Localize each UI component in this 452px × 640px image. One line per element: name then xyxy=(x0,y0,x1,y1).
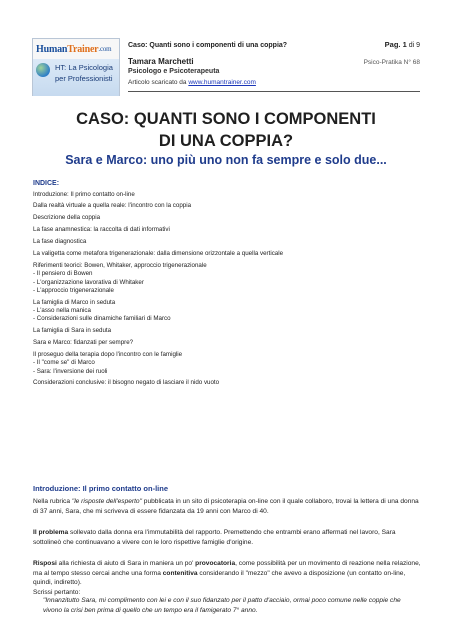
text-run: Scrissi pertanto: xyxy=(33,588,81,596)
text-run: , come possibilità per un movimento di reazione nella relazione, ma al tempo stesso cercai anche una forma xyxy=(33,560,421,577)
text-run: considerando il "mezzo" che avevo a disposizione (un contatto on-line, quindi, indiretto). xyxy=(33,569,406,587)
toc-item[interactable]: Riferimenti teorici: Bowen, Whitaker, approccio trigenerazionale xyxy=(33,261,207,269)
toc-subitem[interactable]: - L'approccio trigenerazionale xyxy=(33,286,114,294)
subtitle: Sara e Marco: uno più uno non fa sempre e solo due... xyxy=(65,153,387,167)
author-role: Psicologo e Psicoterapeuta xyxy=(128,68,220,75)
logo-tagline-line2: per Professionisti xyxy=(55,74,113,83)
toc-item[interactable]: La fase diagnostica xyxy=(33,238,87,246)
main-title-line2: DI UNA COPPIA? xyxy=(158,132,294,150)
intro-paragraph-1 xyxy=(33,497,421,516)
source-line xyxy=(128,79,256,86)
toc-item[interactable]: Il proseguo della terapia dopo l'incontro con le famiglie xyxy=(33,350,183,358)
table-of-contents xyxy=(33,180,421,388)
author-name: Tamara Marchetti xyxy=(128,57,194,66)
logo-human: Human xyxy=(36,43,68,55)
source-link[interactable]: www.humantrainer.com xyxy=(188,79,256,86)
page-total: di 9 xyxy=(406,42,420,49)
logo-banner xyxy=(33,59,119,96)
page-current: 1 xyxy=(402,40,407,49)
toc-item[interactable]: Descrizione della coppia xyxy=(33,214,101,222)
bold-run: contenitiva xyxy=(162,569,198,577)
logo-tagline-line1: HT: La Psicologia xyxy=(55,63,113,72)
toc-subitem[interactable]: - Sara: l'inversione dei ruoli xyxy=(33,367,108,375)
text-run: Nella rubrica xyxy=(33,498,72,505)
logo-wordmark xyxy=(33,39,119,59)
toc-heading: INDICE: xyxy=(33,180,60,187)
logo-dotcom: .com xyxy=(98,45,112,53)
intro-paragraph-2 xyxy=(33,528,421,547)
toc-subitem[interactable]: - Il pensiero di Bowen xyxy=(33,270,93,278)
text-run: alla richiesta di aiuto di Sara in maniera un po' xyxy=(56,560,196,567)
toc-item[interactable]: Introduzione: Il primo contatto on-line xyxy=(33,190,135,198)
toc-subitem[interactable]: - L'asso nella manica xyxy=(33,307,91,315)
header-divider xyxy=(128,91,420,92)
toc-item[interactable]: Considerazioni conclusive: il bisogno negato di lasciare il nido vuoto xyxy=(33,379,220,387)
toc-subitem[interactable]: - Il "come se" di Marco xyxy=(33,359,95,367)
main-title-line1: CASO: QUANTI SONO I COMPONENTI xyxy=(76,110,376,128)
toc-item[interactable]: La valigetta come metafora trigenerazionale: dalla dimensione orizzontale a quella verticale xyxy=(33,250,284,258)
issue-number: Psico-Pratika N° 68 xyxy=(363,59,420,66)
intro-paragraph-3 xyxy=(33,559,421,597)
toc-item[interactable]: Dalla realtà virtuale a quella reale: l'incontro con la coppia xyxy=(33,202,192,210)
text-run: sollevato dalla donna era l'immutabilità del rapporto. Premettendo che entrambi erano affermati nel lavoro, Sara sottolineò che continuavano a vivere con le loro rispettive famiglie d'origine. xyxy=(33,529,396,546)
logo-tagline xyxy=(55,62,113,84)
toc-item[interactable]: Sara e Marco: fidanzati per sempre? xyxy=(33,339,134,347)
page-label: Pag. xyxy=(384,40,403,49)
page-number xyxy=(385,40,420,49)
text-run: pubblicata in un sito di psicoterapia on-line con il quale collaboro, trovai la lettera di una donna di 37 anni, Sara, che mi scriveva di essere fidanzata da 19 anni con Marco di 40. xyxy=(33,498,419,515)
section-heading-intro: Introduzione: Il primo contatto on-line xyxy=(33,484,168,493)
logo-trainer: Trainer xyxy=(67,43,99,55)
bold-run: Il problema xyxy=(33,529,69,536)
source-prefix: Articolo scaricato da xyxy=(128,79,189,86)
page-header xyxy=(32,38,420,98)
humantrainer-logo[interactable] xyxy=(32,38,120,96)
rubric-name: "le risposte dell'esperto" xyxy=(71,498,142,505)
toc-subitem[interactable]: - L'organizzazione lavorativa di Whitaker xyxy=(33,278,144,286)
globe-icon xyxy=(36,63,50,77)
bold-run: Risposi xyxy=(33,560,57,567)
letter-quote: "Innanzitutto Sara, mi complimento con lei e con il suo fidanzato per il patto d'acciaio, ormai poco comune nelle coppie che vivono la crisi ben prima di quello che un tempo era il famigerato 7° anno. xyxy=(43,597,401,614)
toc-subitem[interactable]: - Considerazioni sulle dinamiche familiari di Marco xyxy=(33,315,171,323)
toc-item[interactable]: La fase anamnestica: la raccolta di dati informativi xyxy=(33,226,170,234)
document-title: Caso: Quanti sono i componenti di una coppia? xyxy=(128,42,288,49)
toc-item[interactable]: La famiglia di Marco in seduta xyxy=(33,298,116,306)
toc-item[interactable]: La famiglia di Sara in seduta xyxy=(33,327,112,335)
bold-run: provocatoria xyxy=(195,560,236,567)
